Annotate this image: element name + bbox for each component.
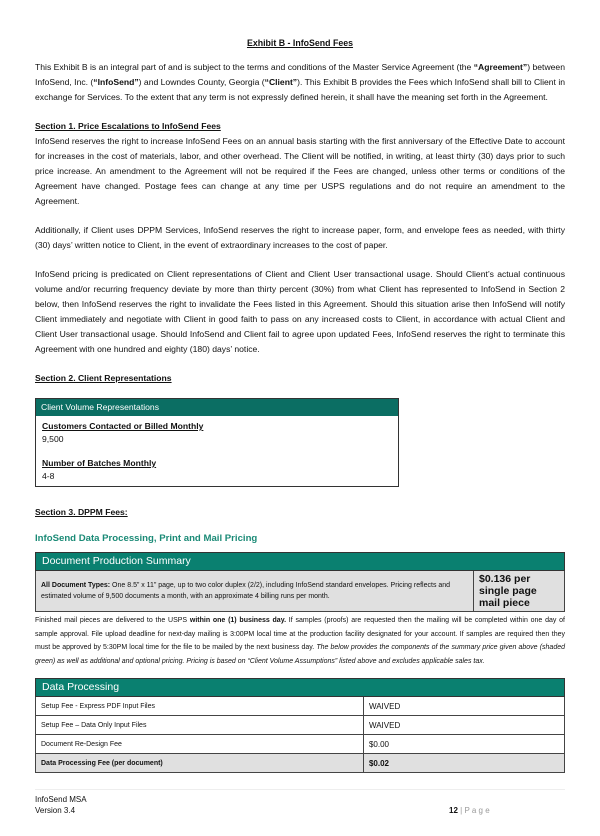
table-row <box>36 697 565 716</box>
footer <box>35 794 565 816</box>
fee-label: Document Re-Design Fee <box>36 735 364 754</box>
table-row <box>36 716 565 735</box>
section-1-heading: Section 1. Price Escalations to InfoSend Fees <box>35 121 221 131</box>
paragraph: InfoSend reserves the right to increase InfoSend Fees on an annual basis starting with the first anniversary of the Effective Date to account for increases in the cost of materials, labor, and other overhead. The Client will be notified, in writing, at least thirty (30) days prior to such price increase. An amendment to the Agreement will not be required if the Fees are changed, unless other terms or conditions of the Agreement have changed. Postage fees can change at any time per USPS regulations and do not require an amendment to the Agreement. <box>35 136 565 206</box>
table-header: Document Production Summary <box>36 553 565 571</box>
field-label: Customers Contacted or Billed Monthly <box>42 421 204 431</box>
field-value: 4-8 <box>42 470 55 481</box>
footer-divider <box>35 789 565 790</box>
intro-paragraph: This Exhibit B is an integral part of and is subject to the terms and conditions of the Master Service Agreement (the “Agreement”) between InfoSend, Inc. (“InfoSend”) and Lowndes County, Georgia (“Client”). This Exhibit B provides the Fees which InfoSend shall bill to Client in exchange for Services. To the extent that any term is not expressly defined herein, it shall have the meaning set forth in the Agreement. <box>35 62 566 102</box>
section-1 <box>35 119 565 357</box>
fee-value: $0.00 <box>363 735 564 754</box>
summary-description: All Document Types: One 8.5” x 11” page, up to two color duplex (2/2), including InfoSend standard envelopes. Pricing reflects and estimated volume of 9,500 documents a month, with an approximate 4 billing runs per month. <box>36 571 474 612</box>
client-volume-table <box>35 398 399 487</box>
page-number: 12 | P a g e <box>449 806 490 815</box>
footer-version: Version 3.4 <box>35 806 76 815</box>
paragraph: InfoSend pricing is predicated on Client representations of Client and Client User transactional usage. Should Client’s actual continuous volume and/or recurring frequency deviate by more than thirty percent (30%) from what Client has represented to InfoSend in Section 2 below, then InfoSend reserves the right to invalidate the Fees listed in this Agreement. Should this situation arise then InfoSend will notify Client immediately and negotiate with Client in good faith to pass on any increased costs to Client, in accordance with actual Client and Client User transactional usage. Should InfoSend and Client fail to agree upon updated Fees, InfoSend reserves the right to terminate this Agreement with one hundred and eighty (180) days’ notice. <box>35 269 565 354</box>
document-production-summary-table <box>35 552 565 612</box>
field-label: Number of Batches Monthly <box>42 458 157 468</box>
table-header: Client Volume Representations <box>36 399 398 416</box>
paragraph: Additionally, if Client uses DPPM Services, InfoSend reserves the right to increase paper, form, and envelope fees as needed, with thirty (30) days’ written notice to Client, in the event of extraordinary increases to the cost of paper. <box>35 225 565 250</box>
table-row <box>36 754 565 773</box>
fee-label: Setup Fee - Express PDF Input Files <box>36 697 364 716</box>
page-title: Exhibit B - InfoSend Fees <box>246 38 354 48</box>
footer-doc-name: InfoSend MSA <box>35 795 87 804</box>
fee-label: Data Processing Fee (per document) <box>36 754 364 773</box>
fee-value: $0.02 <box>363 754 564 773</box>
summary-price: $0.136 per single page mail piece <box>474 571 565 612</box>
fee-value: WAIVED <box>363 697 564 716</box>
section-3-heading: Section 3. DPPM Fees: <box>35 507 128 517</box>
field-value: 9,500 <box>42 433 64 444</box>
pricing-subheading: InfoSend Data Processing, Print and Mail Pricing <box>35 533 258 544</box>
table-row <box>36 735 565 754</box>
fee-label: Setup Fee – Data Only Input Files <box>36 716 364 735</box>
delivery-note: Finished mail pieces are delivered to the USPS within one (1) business day. If samples (proofs) are requested then the mailing will be completed within one day of sample approval. File upload deadline for next-day mailing is 3:00PM local time at the production facility designated for your account. If samples are required then they must be approved by 5:30PM local time for the file to be mailed by the next business day. The below provides the components of the summary price given above (shaded green) as well as additional and optional pricing. Pricing is based on “Client Volume Assumptions” listed above and excludes applicable sales tax. <box>35 617 565 665</box>
data-processing-table <box>35 678 565 773</box>
fee-value: WAIVED <box>363 716 564 735</box>
section-2-heading: Section 2. Client Representations <box>35 373 172 383</box>
table-header: Data Processing <box>36 679 565 697</box>
